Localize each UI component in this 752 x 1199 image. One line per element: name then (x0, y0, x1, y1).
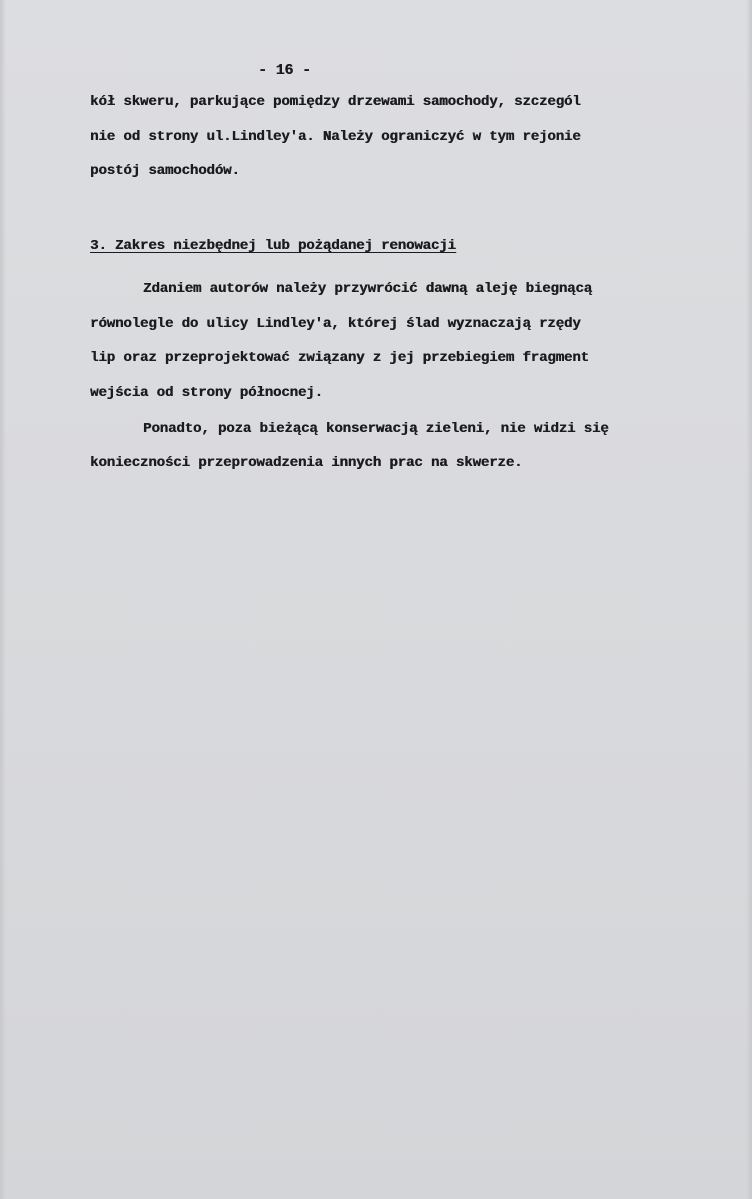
text-line: równolegle do ulicy Lindley'a, której ślad wyznaczają rzędy (90, 316, 581, 332)
text-line: wejścia od strony północnej. (90, 385, 323, 401)
page-edge-left (0, 0, 6, 1199)
page-number: - 16 - (258, 62, 311, 79)
text-line: Zdaniem autorów należy przywrócić dawną aleję biegnącą (143, 281, 592, 297)
page-edge-right (746, 0, 752, 1199)
text-line: lip oraz przeprojektować związany z jej przebiegiem fragment (90, 350, 589, 366)
text-line: konieczności przeprowadzenia innych prac na skwerze. (90, 455, 523, 471)
text-line: Ponadto, poza bieżącą konserwacją zieleni, nie widzi się (143, 421, 609, 437)
section-heading: 3. Zakres niezbędnej lub pożądanej renowacji (90, 238, 456, 254)
text-line: postój samochodów. (90, 163, 240, 179)
text-line: kół skweru, parkujące pomiędzy drzewami samochody, szczegól (90, 94, 581, 110)
text-line: nie od strony ul.Lindley'a. Należy ograniczyć w tym rejonie (90, 129, 581, 145)
